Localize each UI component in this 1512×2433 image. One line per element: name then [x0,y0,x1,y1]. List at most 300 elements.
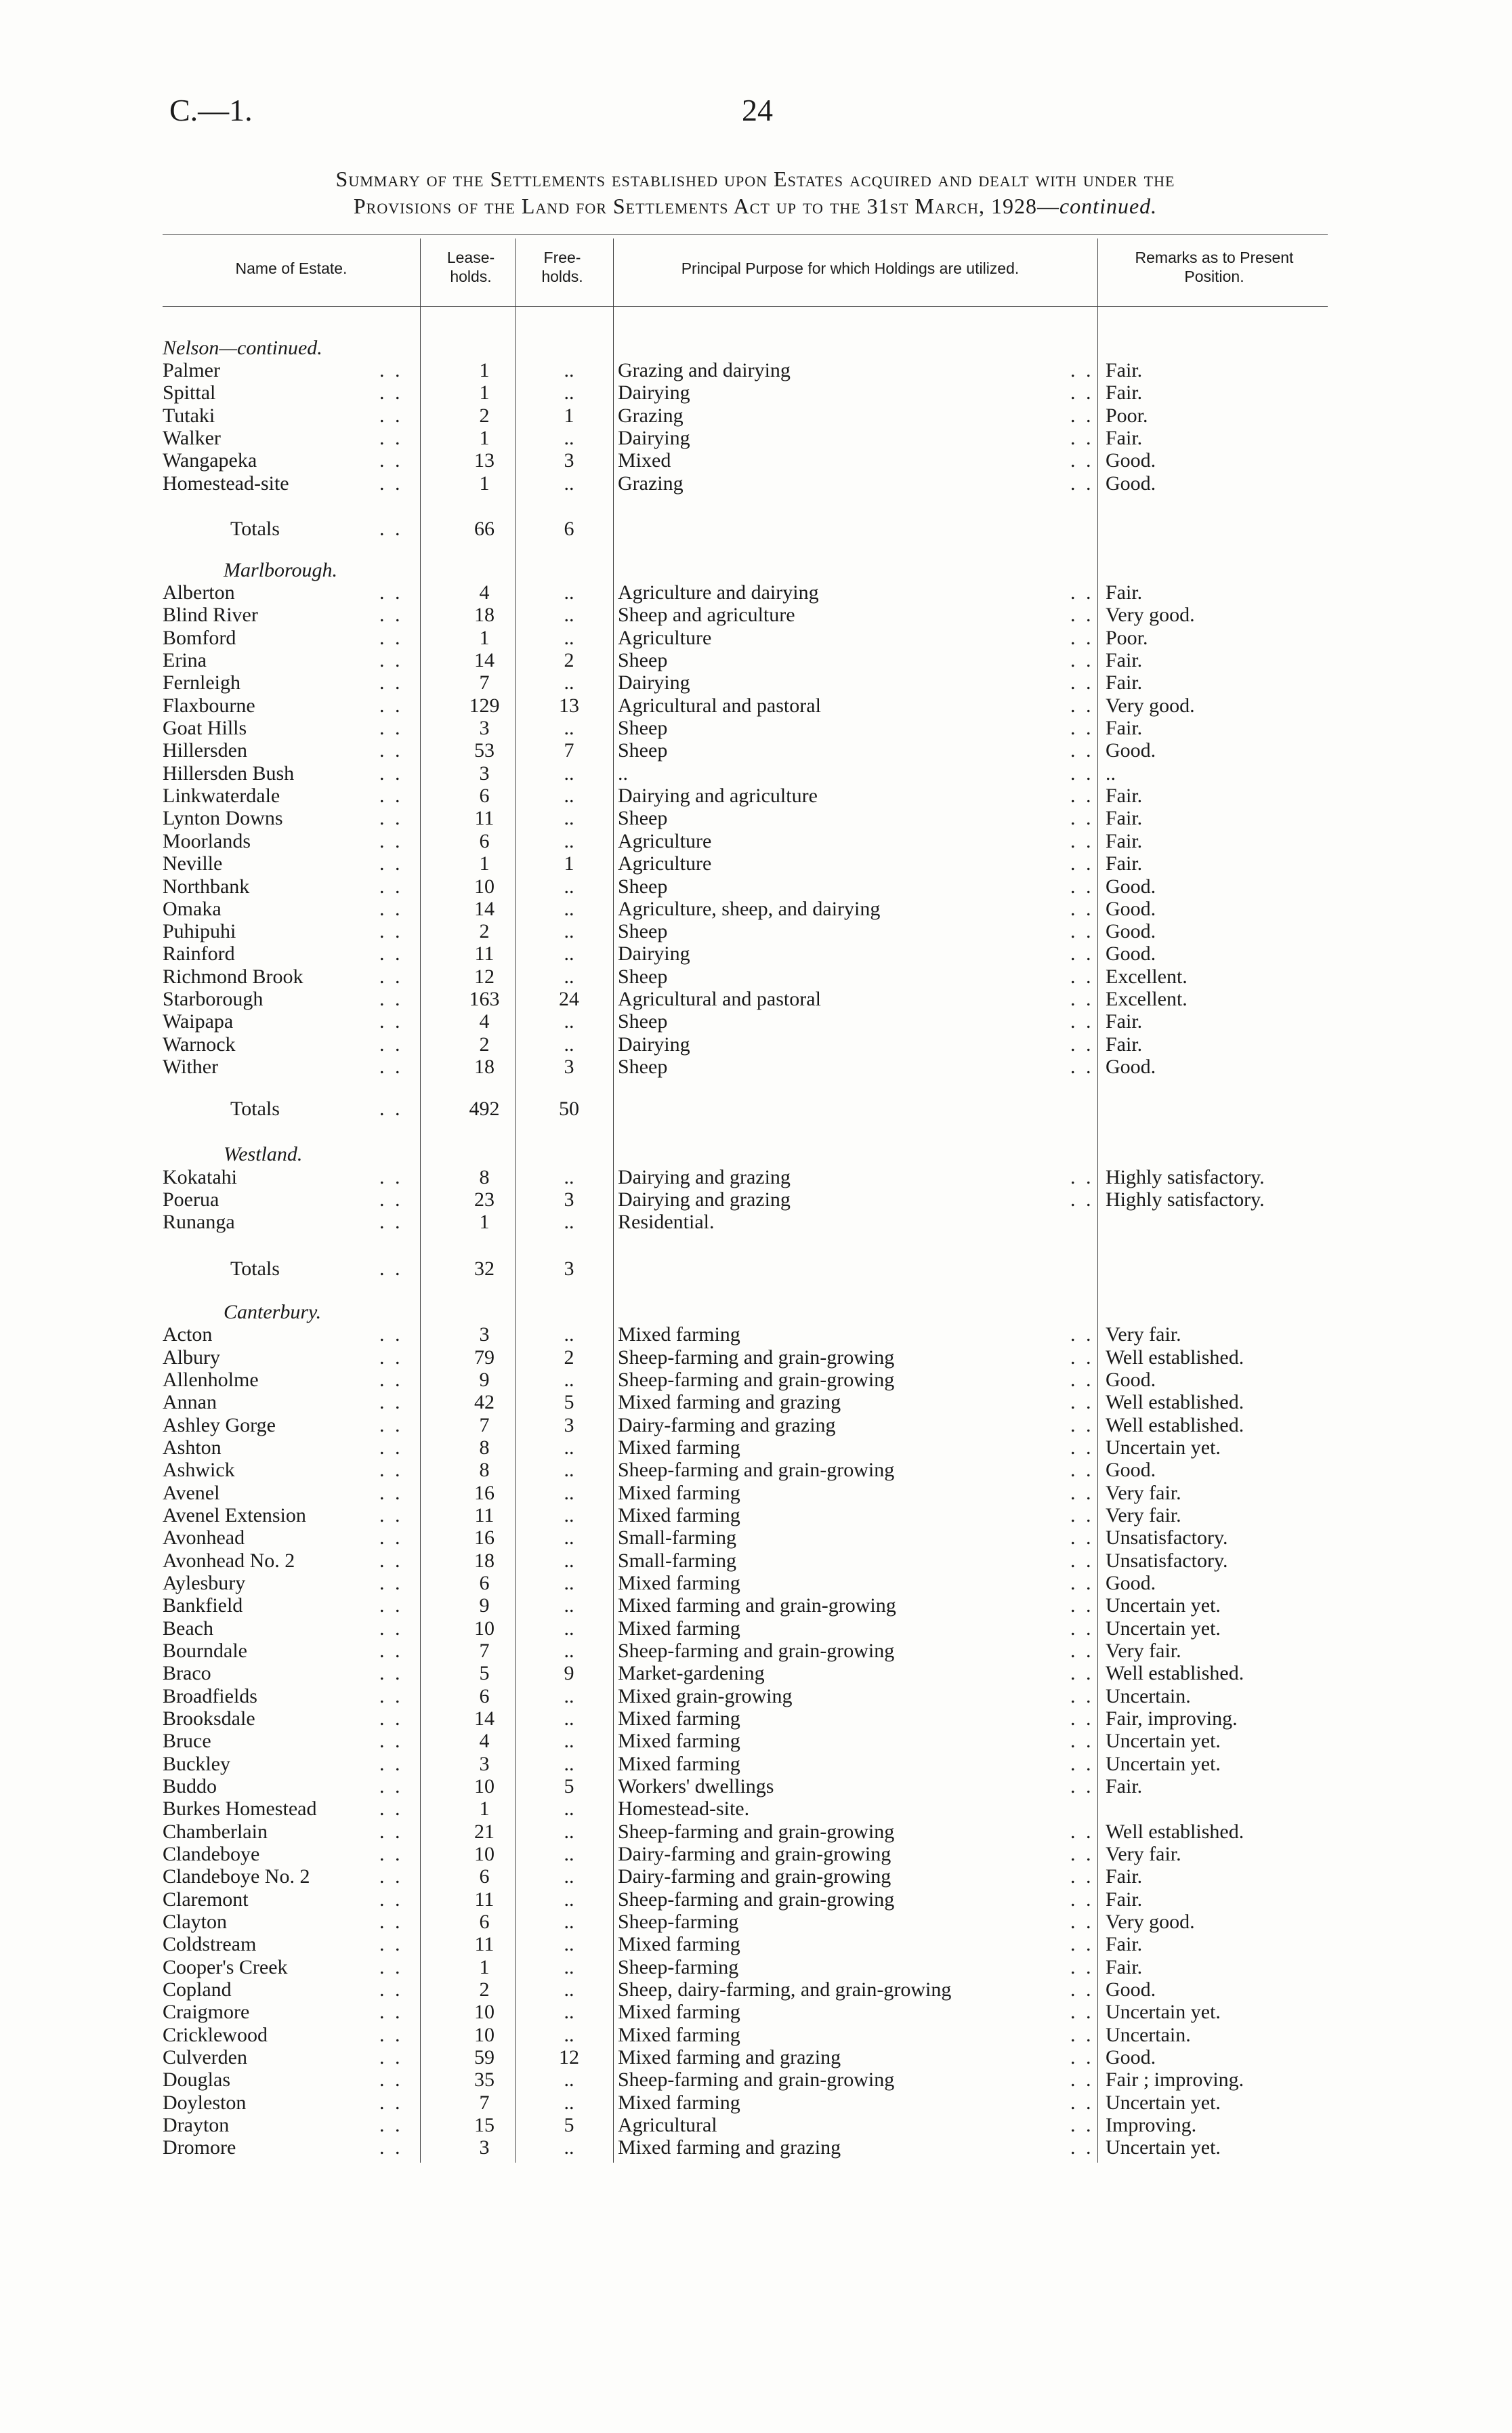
freeholds-cell: .. [564,671,574,694]
leaseholds-cell: 8 [479,1436,490,1459]
leader-dots: . . [1070,1640,1094,1662]
remarks-cell: Fair. [1106,1010,1143,1033]
table-row [0,1550,1512,1572]
freeholds-cell: 2 [564,1346,574,1369]
leader-dots: . . [379,717,403,739]
freeholds-cell: .. [564,472,574,495]
table-row [0,2001,1512,2023]
remarks-cell: Fair. [1106,1865,1143,1888]
remarks-cell: Fair. [1106,717,1143,739]
totals-row [0,1257,1512,1280]
remarks-cell: Uncertain yet. [1106,1730,1221,1752]
leader-dots: . . [1070,1956,1094,1978]
leaseholds-cell: 129 [469,694,500,717]
remarks-cell: Uncertain yet. [1106,1436,1221,1459]
remarks-cell: Poor. [1106,627,1148,649]
estate-name-cell: Ashley Gorge [163,1414,276,1436]
freeholds-cell: .. [564,381,574,404]
leader-dots: . . [1070,1414,1094,1436]
col-header-remarks [1101,248,1328,286]
estate-name-cell: Hillersden Bush [163,762,295,785]
table-row [0,671,1512,694]
leader-dots: . . [379,1482,403,1504]
leader-dots: . . [1070,2092,1094,2114]
freeholds-cell: .. [564,2068,574,2091]
leader-dots: . . [1070,852,1094,875]
leaseholds-cell: 14 [474,1707,495,1730]
estate-name-cell: Burkes Homestead [163,1797,317,1820]
freeholds-cell: 5 [564,1775,574,1797]
freeholds-cell: 3 [564,449,574,472]
freeholds-cell: .. [564,581,574,604]
remarks-cell: Good. [1106,920,1156,942]
freeholds-cell: .. [564,1685,574,1707]
freeholds-cell: .. [564,875,574,898]
purpose-cell: Sheep and agriculture [618,604,795,626]
freeholds-cell: .. [564,1821,574,1843]
estate-name-cell: Allenholme [163,1369,259,1391]
estate-name-cell: Flaxbourne [163,694,255,717]
table-row [0,1888,1512,1911]
estate-name-cell: Avonhead [163,1526,245,1549]
leader-dots: . . [1070,1526,1094,1549]
leaseholds-cell: 2 [479,404,490,427]
leaseholds-cell: 8 [479,1166,490,1188]
estate-name-cell: Albury [163,1346,220,1369]
table-row [0,852,1512,875]
leader-dots: . . [379,1821,403,1843]
leader-dots: . . [1070,1572,1094,1594]
purpose-cell: Mixed farming [618,1933,740,1955]
table-row [0,1978,1512,2001]
leader-dots: . . [1070,1888,1094,1911]
purpose-cell: Dairying [618,1033,690,1056]
purpose-cell: Mixed farming [618,2024,740,2046]
leader-dots: . . [1070,1166,1094,1188]
leaseholds-cell: 1 [479,472,490,495]
freeholds-cell: 3 [564,1056,574,1078]
leader-dots: . . [1070,671,1094,694]
leader-dots: . . [1070,942,1094,965]
leader-dots: . . [1070,1010,1094,1033]
header-rule-bottom [163,306,1328,307]
leader-dots: . . [379,1911,403,1933]
leaseholds-cell: 11 [474,1933,495,1955]
purpose-cell: Mixed grain-growing [618,1685,793,1707]
leaseholds-cell: 6 [479,830,490,852]
remarks-cell: Unsatisfactory. [1106,1550,1228,1572]
table-row [0,1482,1512,1504]
leader-dots: . . [1070,1911,1094,1933]
table-row [0,875,1512,898]
leaseholds-cell: 10 [474,2001,495,2023]
remarks-cell: Fair. [1106,427,1143,449]
leaseholds-cell: 10 [474,875,495,898]
table-row [0,581,1512,604]
leader-dots: . . [1070,898,1094,920]
leader-dots: . . [379,427,403,449]
table-row [0,1956,1512,1978]
table-row [0,472,1512,495]
table-row [0,1685,1512,1707]
leader-dots: . . [379,1414,403,1436]
leaseholds-cell: 18 [474,1550,495,1572]
table-row [0,1572,1512,1594]
leader-dots: . . [1070,1978,1094,2001]
estate-name-cell: Erina [163,649,207,671]
leader-dots: . . [379,1346,403,1369]
leaseholds-cell: 10 [474,1843,495,1865]
estate-name-cell: Cricklewood [163,2024,268,2046]
leader-dots: . . [1070,2001,1094,2023]
purpose-cell: Mixed farming [618,2001,740,2023]
remarks-header-line-1: Remarks as to Present [1135,249,1294,266]
purpose-cell: Residential. [618,1211,715,1233]
freeholds-cell: 3 [564,1188,574,1211]
estate-name-cell: Dromore [163,2136,236,2159]
remarks-cell: Good. [1106,449,1156,472]
purpose-cell: Mixed farming and grazing [618,2046,841,2068]
purpose-cell: Dairy-farming and grain-growing [618,1843,891,1865]
freeholds-cell: .. [564,1933,574,1955]
freeholds-cell: .. [564,627,574,649]
leaseholds-cell: 1 [479,359,490,381]
remarks-cell: Good. [1106,472,1156,495]
table-row [0,1933,1512,1955]
estate-name-cell: Coldstream [163,1933,257,1955]
freeholds-cell: .. [564,1888,574,1911]
col-header-leaseholds [427,248,515,286]
purpose-cell: Mixed farming [618,1707,740,1730]
table-row [0,830,1512,852]
leader-dots: . . [1070,427,1094,449]
table-row [0,1033,1512,1056]
estate-name-cell: Fernleigh [163,671,240,694]
leader-dots: . . [1070,1459,1094,1481]
leaseholds-cell: 4 [479,581,490,604]
estate-name-cell: Goat Hills [163,717,247,739]
leader-dots: . . [1070,627,1094,649]
estate-name-cell: Runanga [163,1211,235,1233]
remarks-cell: Fair. [1106,852,1143,875]
leader-dots: . . [1070,1033,1094,1056]
remarks-cell: Well established. [1106,1414,1244,1436]
remarks-cell: Good. [1106,1369,1156,1391]
leader-dots: . . [1070,1775,1094,1797]
estate-name-cell: Broadfields [163,1685,257,1707]
leaseholds-cell: 10 [474,1617,495,1640]
freeholds-cell: .. [564,2024,574,2046]
leaseholds-cell: 35 [474,2068,495,2091]
estate-name-cell: Avenel [163,1482,220,1504]
leaseholds-cell: 2 [479,920,490,942]
leaseholds-cell: 1 [479,427,490,449]
leader-dots: . . [379,627,403,649]
col-header-name: Name of Estate. [235,259,348,277]
table-row [0,920,1512,942]
freeholds-cell: 1 [564,404,574,427]
remarks-cell: Fair, improving. [1106,1707,1238,1730]
purpose-cell: Sheep [618,875,668,898]
purpose-cell: Dairy-farming and grain-growing [618,1865,891,1888]
leader-dots: . . [1070,649,1094,671]
totals-row [0,518,1512,540]
remarks-cell: Fair ; improving. [1106,2068,1244,2091]
estate-name-cell: Hillersden [163,739,247,762]
totals-label: Totals [230,518,280,540]
leader-dots: . . [379,1662,403,1684]
freeholds-cell: .. [564,1707,574,1730]
page-number: 24 [742,93,773,127]
leaseholds-cell: 7 [479,2092,490,2114]
leader-dots: . . [1070,1346,1094,1369]
leader-dots: . . [1070,472,1094,495]
lease-header-line-1: Lease- [446,249,495,266]
leader-dots: . . [379,1257,403,1280]
leader-dots: . . [1070,449,1094,472]
purpose-cell: Dairying [618,671,690,694]
table-row [0,1504,1512,1526]
purpose-cell: Grazing [618,404,684,427]
leaseholds-cell: 11 [474,807,495,829]
remarks-cell: Very fair. [1106,1323,1181,1346]
leaseholds-cell: 163 [469,988,500,1010]
freeholds-cell: .. [564,965,574,988]
table-row [0,1821,1512,1843]
purpose-cell: Mixed farming [618,1617,740,1640]
remarks-cell: .. [1106,762,1116,785]
leader-dots: . . [1070,965,1094,988]
freeholds-cell: .. [564,1482,574,1504]
freeholds-cell: 24 [559,988,579,1010]
section-heading: Westland. [224,1143,303,1165]
purpose-cell: Agriculture [618,852,712,875]
leaseholds-cell: 18 [474,1056,495,1078]
remarks-cell: Uncertain yet. [1106,2001,1221,2023]
leader-dots: . . [379,852,403,875]
remarks-cell: Fair. [1106,1033,1143,1056]
table-row [0,1391,1512,1413]
freeholds-cell: .. [564,1550,574,1572]
leader-dots: . . [379,1188,403,1211]
leader-dots: . . [1070,404,1094,427]
estate-name-cell: Avenel Extension [163,1504,306,1526]
purpose-cell: Mixed farming [618,1572,740,1594]
table-row [0,381,1512,404]
purpose-cell: Workers' dwellings [618,1775,774,1797]
leader-dots: . . [379,1166,403,1188]
estate-name-cell: Waipapa [163,1010,234,1033]
leader-dots: . . [379,581,403,604]
estate-name-cell: Chamberlain [163,1821,268,1843]
leaseholds-cell: 3 [479,717,490,739]
remarks-cell: Excellent. [1106,965,1188,988]
freeholds-cell: 3 [564,1257,574,1280]
leader-dots: . . [1070,581,1094,604]
table-row [0,1707,1512,1730]
leader-dots: . . [1070,1753,1094,1775]
table-row [0,2136,1512,2159]
remarks-cell: Good. [1106,1572,1156,1594]
table-row [0,1526,1512,1549]
freeholds-cell: 7 [564,739,574,762]
remarks-cell: Good. [1106,898,1156,920]
leader-dots: . . [379,1640,403,1662]
leaseholds-cell: 3 [479,1753,490,1775]
purpose-cell: Sheep-farming [618,1956,739,1978]
freeholds-cell: .. [564,1436,574,1459]
leader-dots: . . [379,1933,403,1955]
purpose-cell: Dairying [618,942,690,965]
estate-name-cell: Beach [163,1617,213,1640]
leader-dots: . . [1070,1323,1094,1346]
estate-name-cell: Tutaki [163,404,215,427]
leader-dots: . . [379,1617,403,1640]
table-row [0,1775,1512,1797]
freeholds-cell: 12 [559,2046,579,2068]
remarks-cell: Good. [1106,875,1156,898]
leaseholds-cell: 7 [479,671,490,694]
leader-dots: . . [1070,1707,1094,1730]
freeholds-cell: 5 [564,1391,574,1413]
leaseholds-cell: 1 [479,1956,490,1978]
leaseholds-cell: 79 [474,1346,495,1369]
leaseholds-cell: 8 [479,1459,490,1481]
table-row [0,785,1512,807]
purpose-cell: Sheep-farming and grain-growing [618,1888,895,1911]
table-row [0,627,1512,649]
estate-name-cell: Clandeboye [163,1843,260,1865]
purpose-cell: Mixed [618,449,671,472]
table-row [0,2092,1512,2114]
remarks-cell: Uncertain yet. [1106,1753,1221,1775]
leader-dots: . . [379,1504,403,1526]
leader-dots: . . [1070,2024,1094,2046]
leader-dots: . . [379,807,403,829]
estate-name-cell: Puhipuhi [163,920,236,942]
table-row [0,2024,1512,2046]
estate-name-cell: Ashwick [163,1459,235,1481]
estate-name-cell: Bourndale [163,1640,247,1662]
free-header-line-2: holds. [541,268,583,285]
leader-dots: . . [379,898,403,920]
leader-dots: . . [1070,739,1094,762]
remarks-cell: Fair. [1106,1933,1143,1955]
leaseholds-cell: 7 [479,1640,490,1662]
leader-dots: . . [1070,1504,1094,1526]
table-row [0,965,1512,988]
leader-dots: . . [379,875,403,898]
leaseholds-cell: 11 [474,1504,495,1526]
remarks-cell: Very fair. [1106,1504,1181,1526]
leader-dots: . . [1070,2068,1094,2091]
table-title-line-2 [135,192,1375,220]
freeholds-cell: .. [564,427,574,449]
leader-dots: . . [1070,1821,1094,1843]
freeholds-cell: 5 [564,2114,574,2136]
totals-label: Totals [230,1257,280,1280]
leader-dots: . . [1070,762,1094,785]
leaseholds-cell: 9 [479,1369,490,1391]
leaseholds-cell: 32 [474,1257,495,1280]
estate-name-cell: Lynton Downs [163,807,283,829]
leader-dots: . . [1070,2114,1094,2136]
remarks-cell: Very fair. [1106,1843,1181,1865]
leader-dots: . . [379,1888,403,1911]
leader-dots: . . [379,1436,403,1459]
leader-dots: . . [379,2092,403,2114]
title-line-2-main: Provisions of the Land for Settlements Act up to the 31st March, 1928— [353,194,1059,218]
remarks-cell: Uncertain. [1106,1685,1191,1707]
table-row [0,1911,1512,1933]
leader-dots: . . [1070,1730,1094,1752]
estate-name-cell: Homestead-site [163,472,289,495]
leader-dots: . . [1070,1436,1094,1459]
leader-dots: . . [379,988,403,1010]
remarks-cell: Uncertain yet. [1106,2136,1221,2159]
leader-dots: . . [1070,1482,1094,1504]
purpose-cell: Agricultural and pastoral [618,988,821,1010]
remarks-cell: Very good. [1106,604,1195,626]
remarks-cell: Good. [1106,942,1156,965]
remarks-cell: Uncertain yet. [1106,2092,1221,2114]
freeholds-cell: .. [564,762,574,785]
leader-dots: . . [379,671,403,694]
leader-dots: . . [1070,717,1094,739]
remarks-cell: Uncertain. [1106,2024,1191,2046]
estate-name-cell: Warnock [163,1033,236,1056]
table-row [0,739,1512,762]
freeholds-cell: .. [564,830,574,852]
purpose-cell: Sheep-farming and grain-growing [618,2068,895,2091]
freeholds-cell: .. [564,1504,574,1526]
table-row [0,942,1512,965]
remarks-cell: Well established. [1106,1821,1244,1843]
leaseholds-cell: 2 [479,1033,490,1056]
freeholds-cell: 2 [564,649,574,671]
estate-name-cell: Acton [163,1323,213,1346]
remarks-cell: Good. [1106,739,1156,762]
table-row [0,694,1512,717]
leaseholds-cell: 11 [474,942,495,965]
header-rule-top [163,234,1328,235]
leaseholds-cell: 13 [474,449,495,472]
leader-dots: . . [379,2068,403,2091]
remarks-cell: Improving. [1106,2114,1197,2136]
leader-dots: . . [1070,604,1094,626]
table-row [0,1662,1512,1684]
estate-name-cell: Alberton [163,581,235,604]
freeholds-cell: .. [564,717,574,739]
purpose-cell: Agriculture, sheep, and dairying [618,898,881,920]
leader-dots: . . [379,1685,403,1707]
freeholds-cell: .. [564,1730,574,1752]
leader-dots: . . [379,1369,403,1391]
leaseholds-cell: 2 [479,1978,490,2001]
table-row [0,1843,1512,1865]
freeholds-cell: .. [564,1843,574,1865]
leaseholds-cell: 10 [474,2024,495,2046]
purpose-cell: Dairying [618,381,690,404]
freeholds-cell: .. [564,1033,574,1056]
freeholds-cell: .. [564,920,574,942]
table-row [0,604,1512,626]
purpose-cell: Sheep-farming and grain-growing [618,1640,895,1662]
purpose-cell: Mixed farming [618,1730,740,1752]
title-line-2-continued: continued. [1059,194,1158,218]
freeholds-cell: .. [564,785,574,807]
leaseholds-cell: 16 [474,1482,495,1504]
